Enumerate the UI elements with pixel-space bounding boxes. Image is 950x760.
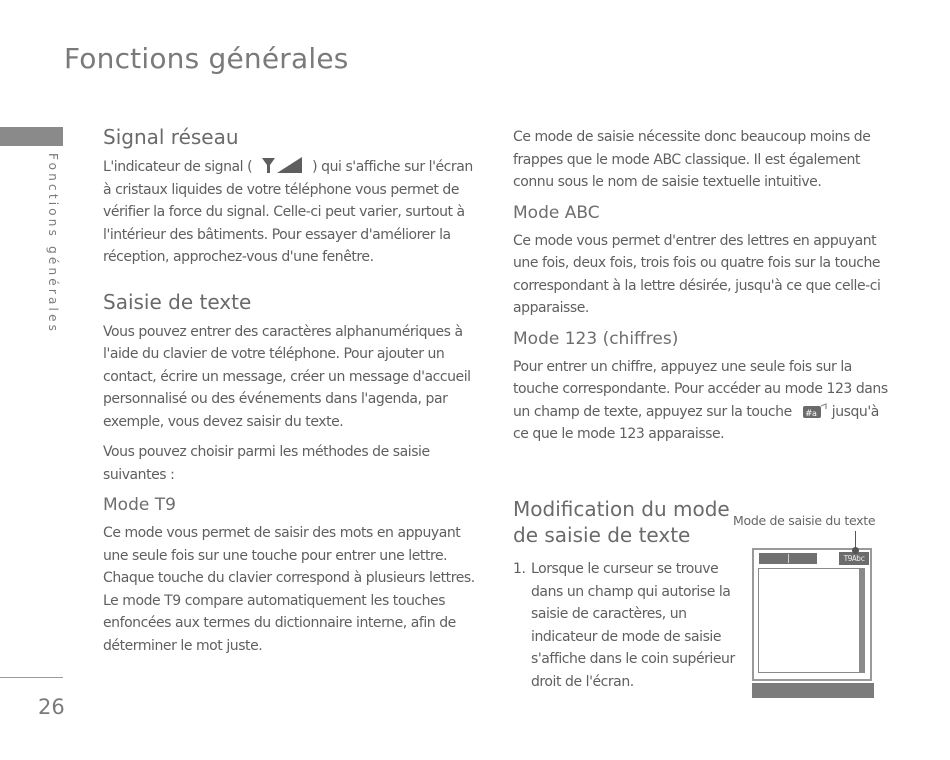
section-heading-modification: Modification du mode de saisie de texte <box>513 497 730 547</box>
steps-list <box>513 558 743 693</box>
section-paragraph: Vous pouvez entrer des caractères alphanumériques à l'aide du clavier de votre téléphone. Pour ajouter un contact, écrire un message, créer un message d'accueil personnalisé ou des événements dans l'agenda, par exemple, vous devez saisir du texte. <box>103 323 471 430</box>
hash-key-icon <box>802 403 828 419</box>
section-heading: Signal réseau <box>103 125 239 149</box>
phone-screen-illustration <box>752 548 872 681</box>
section-saisie-de-texte <box>103 289 483 487</box>
list-item <box>513 558 743 693</box>
section-paragraph: Ce mode de saisie nécessite donc beaucoup moins de frappes que le mode ABC classique. Il est également connu sous le nom de saisie textuelle intuitive. <box>513 129 871 190</box>
section-paragraph <box>513 356 893 446</box>
svg-text:a: a <box>811 408 817 418</box>
screen-title-bar <box>759 553 817 564</box>
text-segment: Pour entrer un chiffre, appuyez une seule fois sur la touche correspondante. Pour accéder au mode 123 dans un champ de texte, appuyez sur la touche <box>513 358 888 420</box>
section-paragraph: Vous pouvez choisir parmi les méthodes de saisie suivantes : <box>103 444 430 483</box>
section-paragraph <box>103 156 483 269</box>
page-number: 26 <box>38 695 65 719</box>
footer-rule <box>0 677 63 678</box>
section-mode-abc <box>513 202 893 320</box>
text-segment: ) qui s'affiche sur l'écran à cristaux liquides de votre téléphone vous permet de vérifier la force du signal. Celle-ci peut varier, surtout à l'intérieur des bâtiments. Pour essayer d'améliorer la réception, approchez-vous d'une fenêtre. <box>103 159 473 265</box>
callout-label: Mode de saisie du texte <box>733 513 876 528</box>
section-signal-reseau <box>103 124 483 269</box>
section-mode-t9 <box>103 494 483 657</box>
left-column <box>103 124 483 665</box>
text-cursor-icon <box>788 554 789 563</box>
screen-text-area <box>758 568 865 673</box>
section-mode-123 <box>513 328 893 446</box>
screen-soft-key-bar <box>752 683 874 698</box>
text-segment: L'indicateur de signal ( <box>103 159 253 175</box>
input-mode-indicator: T9Abc <box>839 552 869 565</box>
subsection-heading: Mode T9 <box>103 495 176 515</box>
chapter-tab-marker <box>0 127 63 146</box>
subsection-heading: Mode ABC <box>513 202 600 223</box>
page-title: Fonctions générales <box>64 42 349 75</box>
section-heading: Saisie de texte <box>103 289 252 314</box>
callout-dot <box>852 547 859 554</box>
step-text: Lorsque le curseur se trouve dans un champ qui autorise la saisie de caractères, un indicateur de mode de saisie s'affiche dans le coin supérieur droit de l'écran. <box>531 561 735 690</box>
section-paragraph: Ce mode vous permet d'entrer des lettres en appuyant une fois, deux fois, trois fois ou quatre fois sur la touche correspondant à la lettre désirée, jusqu'à ce que celle-ci apparaisse. <box>513 232 881 316</box>
signal-strength-icon <box>258 156 306 174</box>
step-number: 1. <box>513 561 526 577</box>
chapter-side-label: Fonctions générales <box>46 153 60 335</box>
text-segment: jusqu'à ce que le mode 123 apparaisse. <box>513 403 879 442</box>
svg-text:#: # <box>804 408 812 419</box>
right-column <box>513 126 893 454</box>
section-paragraph: Ce mode vous permet de saisir des mots en appuyant une seule fois sur une touche pour entrer une lettre. Chaque touche du clavier correspond à plusieurs lettres. Le mode T9 compare automatiquement les touches enfoncées aux termes du dictionnaire interne, afin de déterminer le mot juste. <box>103 525 475 654</box>
subsection-heading: Mode 123 (chiffres) <box>513 328 679 349</box>
